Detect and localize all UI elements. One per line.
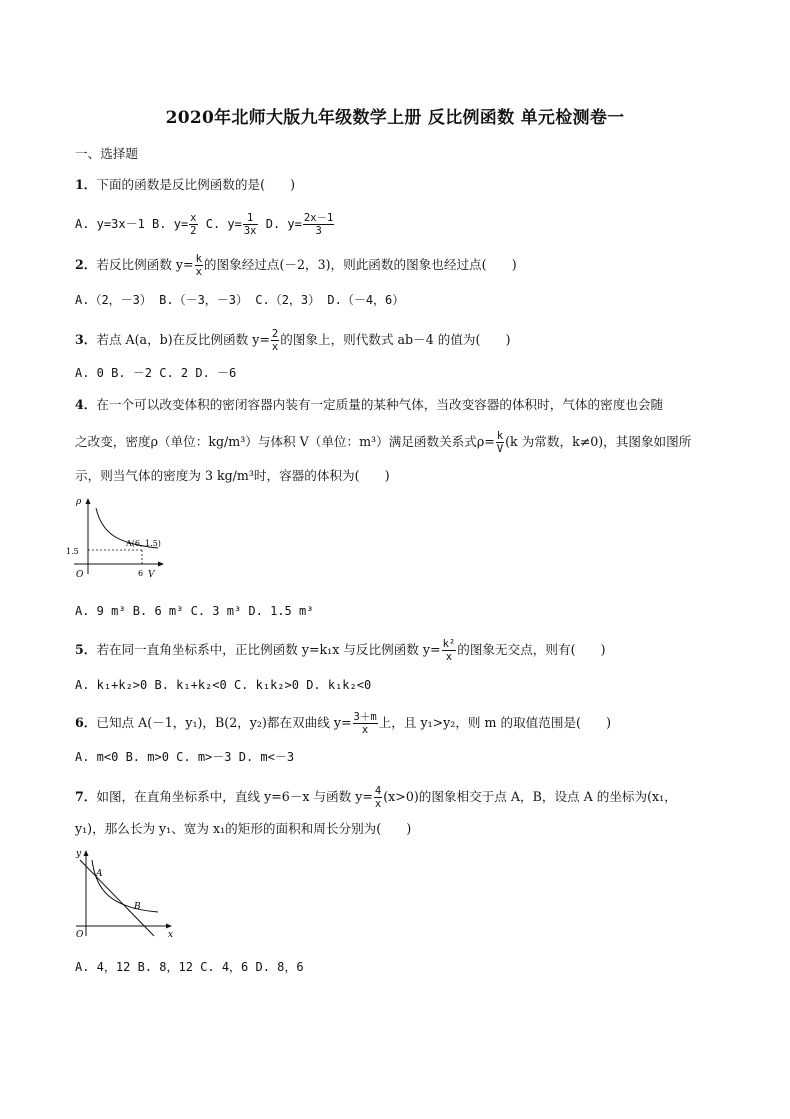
question-4-line-1 [75,396,663,414]
question-2-options: A.（2，－3） B.（－3，－3） C.（2，3） D.（－4，6） [75,293,405,307]
question-text-cont: 的图象上，则代数式 ab－4 的值为( ) [280,332,511,347]
question-3-options: A. 0 B. －2 C. 2 D. －6 [75,366,237,380]
option-d: D. y= $\frac{2x-1}{3}$ [265,212,334,237]
question-text: 若反比例函数 y= [96,257,194,272]
point-b-label: B [134,902,141,912]
question-text: 下面的函数是反比例函数的是( ) [96,177,296,192]
x-axis-label: x [168,930,174,940]
question-4-line-3: 示，则当气体的密度为 3 kg/m³时，容器的体积为( ) [75,468,390,483]
question-1 [75,176,295,194]
fraction: $\frac{1}{3x}$ [243,212,257,237]
question-text-cont: 的图象经过点(－2，3)，则此函数的图象也经过点( ) [203,257,517,272]
question-4-graph [62,494,172,590]
page-title: 2020年北师大版九年级数学上册 反比例函数 单元检测卷一 [165,108,625,128]
question-number: 3． [75,332,97,347]
question-number: 4． [75,397,97,412]
question-5 [75,638,606,663]
y-tick-label: 1.5 [66,547,79,556]
point-a-label: A(6, 1.5) [126,539,161,548]
y-axis-label: ρ [76,497,82,507]
question-5-options: A. k₁+k₂>0 B. k₁+k₂<0 C. k₁k₂>0 D. k₁k₂<0 [75,678,372,692]
section-heading: 一、选择题 [75,146,138,161]
question-number: 6． [75,715,97,730]
fraction: $\frac{x}{2}$ [190,212,197,237]
option-b: B. y= $\frac{x}{2}$ [152,212,197,237]
question-text-cont: 上，且 y₁>y₂，则 m 的取值范围是( ) [378,715,612,730]
fraction: $\frac{2x-1}{3}$ [303,212,334,237]
question-6-options: A. m<0 B. m>0 C. m>－3 D. m<－3 [75,750,295,764]
question-text: 在一个可以改变体积的密闭容器内装有一定质量的某种气体，当改变容器的体积时，气体的密度也会随 [96,397,664,412]
fraction: $\frac{\text{k²}}{x}$ [442,638,456,663]
question-text: 若点 A(a，b)在反比例函数 y= [96,332,270,347]
question-text: 如图，在直角坐标系中，直线 y=6－x 与函数 y= [96,789,373,804]
option-a: A. y=3x－1 [75,217,145,231]
y-axis-label: y [76,849,82,859]
question-text: 已知点 A(－1，y₁)，B(2，y₂)都在双曲线 y= [96,715,352,730]
question-7-graph [68,846,184,942]
question-number: 1． [75,177,97,192]
question-4-options: A. 9 m³ B. 6 m³ C. 3 m³ D. 1.5 m³ [75,604,314,618]
question-7-line-2: y₁)，那么长为 y₁、宽为 x₁的矩形的面积和周长分别为( ) [75,821,412,836]
question-7-options: A. 4，12 B. 8，12 C. 4，6 D. 8，6 [75,960,304,974]
fraction: $\frac{2}{x}$ [271,328,279,353]
origin-label: O [76,570,84,580]
x-axis-label: V [148,570,155,580]
question-1-options [75,212,335,237]
question-number: 5． [75,642,97,657]
option-c: C. y= $\frac{1}{3x}$ [205,212,257,237]
question-2 [75,253,517,278]
question-7-line-1: 7．如图，在直角坐标系中，直线 y=6－x 与函数 y= $\frac{4}{x}$ (x>0)的图象相交于点 A，B，设点 A 的坐标为(x₁， [75,785,677,810]
question-text-cont: 的图象无交点，则有( ) [457,642,606,657]
question-4-line-2: 之改变，密度ρ（单位：kg/m³）与体积 V（单位：m³）满足函数关系式ρ= $\frac{k}{V}$ (k 为常数，k≠0)，其图象如图所 [75,430,692,455]
question-number: 2． [75,257,97,272]
fraction: $\frac{k}{x}$ [195,253,202,278]
point-a-label: A [96,869,103,879]
question-3 [75,328,511,353]
fraction: $\frac{3+m}{x}$ [353,711,377,736]
origin-label: O [76,930,84,940]
question-6 [75,711,611,736]
question-text: 若在同一直角坐标系中，正比例函数 y=k₁x 与反比例函数 y= [96,642,441,657]
fraction: $\frac{4}{x}$ [374,785,382,810]
question-number: 7． [75,789,97,804]
fraction: $\frac{k}{V}$ [496,430,504,455]
x-tick-label: 6 [138,569,144,578]
